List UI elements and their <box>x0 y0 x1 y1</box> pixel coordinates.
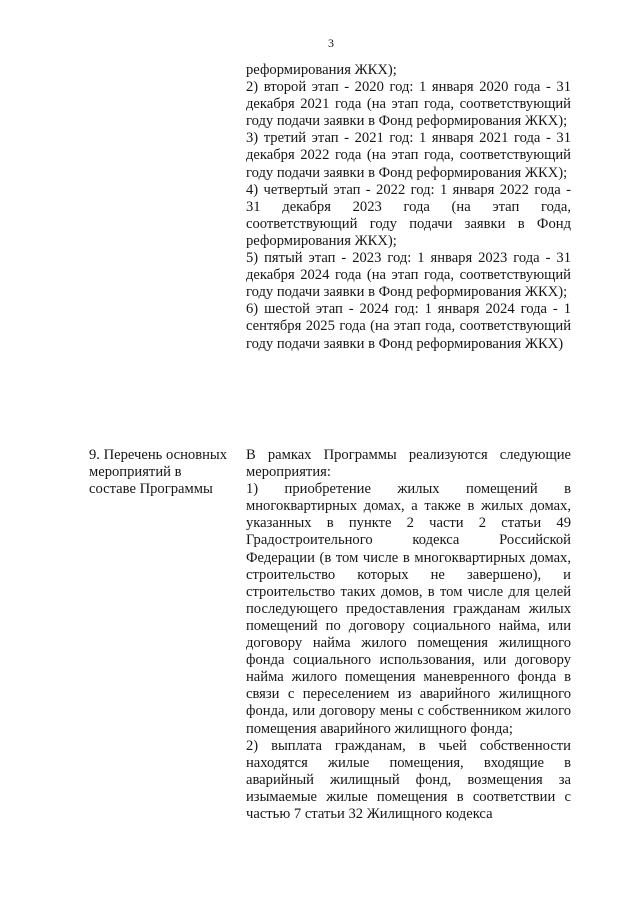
implementation-stages <box>246 62 571 353</box>
stage-3: 3) третий этап - 2021 год: 1 января 2021 года - 31 декабря 2022 года (на этап года, соответствующий году подачи заявки в Фонд реформирования ЖКХ); <box>246 130 571 181</box>
activity-item-2: 2) выплата гражданам, в чьей собственности находятся жилые помещения, входящие в аварийный жилищный фонд, возмещения за изымаемые жилые помещения в соответствии с частью 7 статьи 32 Жилищного кодекса <box>246 737 571 822</box>
page-number: 3 <box>328 36 334 50</box>
program-activities <box>246 447 571 823</box>
section-label-line: мероприятий в <box>89 464 182 481</box>
section-label <box>89 447 239 498</box>
activity-item-1: 1) приобретение жилых помещений в многоквартирных домах, а также в жилых домах, указанных в пункте 2 части 2 статьи 49 Градостроительного кодекса Российской Федерации (в том числе в многоквартирных домах, строительство которых не завершено), и строительство таких домов, в том числе для целей последующего предоставления гражданам жилых помещений по договору социального найма, или договору найма жилого помещения жилищного фонда социального использования, или договору найма жилого помещения маневренного фонда в связи с переселением из аварийного жилищного фонда, или договору мены с собственником жилого помещения аварийного жилищного фонда; <box>246 481 571 737</box>
stage-2: 2) второй этап - 2020 год: 1 января 2020 года - 31 декабря 2021 года (на этап года, соответствующий году подачи заявки в Фонд реформирования ЖКХ); <box>246 79 571 130</box>
stage-continuation: реформирования ЖКХ); <box>246 62 397 78</box>
section-label-line: составе Программы <box>89 481 213 498</box>
stage-5: 5) пятый этап - 2023 год: 1 января 2023 года - 31 декабря 2024 года (на этап года, соответствующий году подачи заявки в Фонд реформирования ЖКХ); <box>246 250 571 301</box>
stage-4: 4) четвертый этап - 2022 год: 1 января 2022 года - 31 декабря 2023 года (на этап года, соответствующий году подачи заявки в Фонд реформирования ЖКХ); <box>246 181 571 249</box>
stage-6: 6) шестой этап - 2024 год: 1 января 2024 года - 1 сентября 2025 года (на этап года, соответствующий году подачи заявки в Фонд реформирования ЖКХ) <box>246 301 571 352</box>
section-label-line: 9. Перечень основных <box>89 447 227 463</box>
activities-intro: В рамках Программы реализуются следующие мероприятия: <box>246 447 571 481</box>
